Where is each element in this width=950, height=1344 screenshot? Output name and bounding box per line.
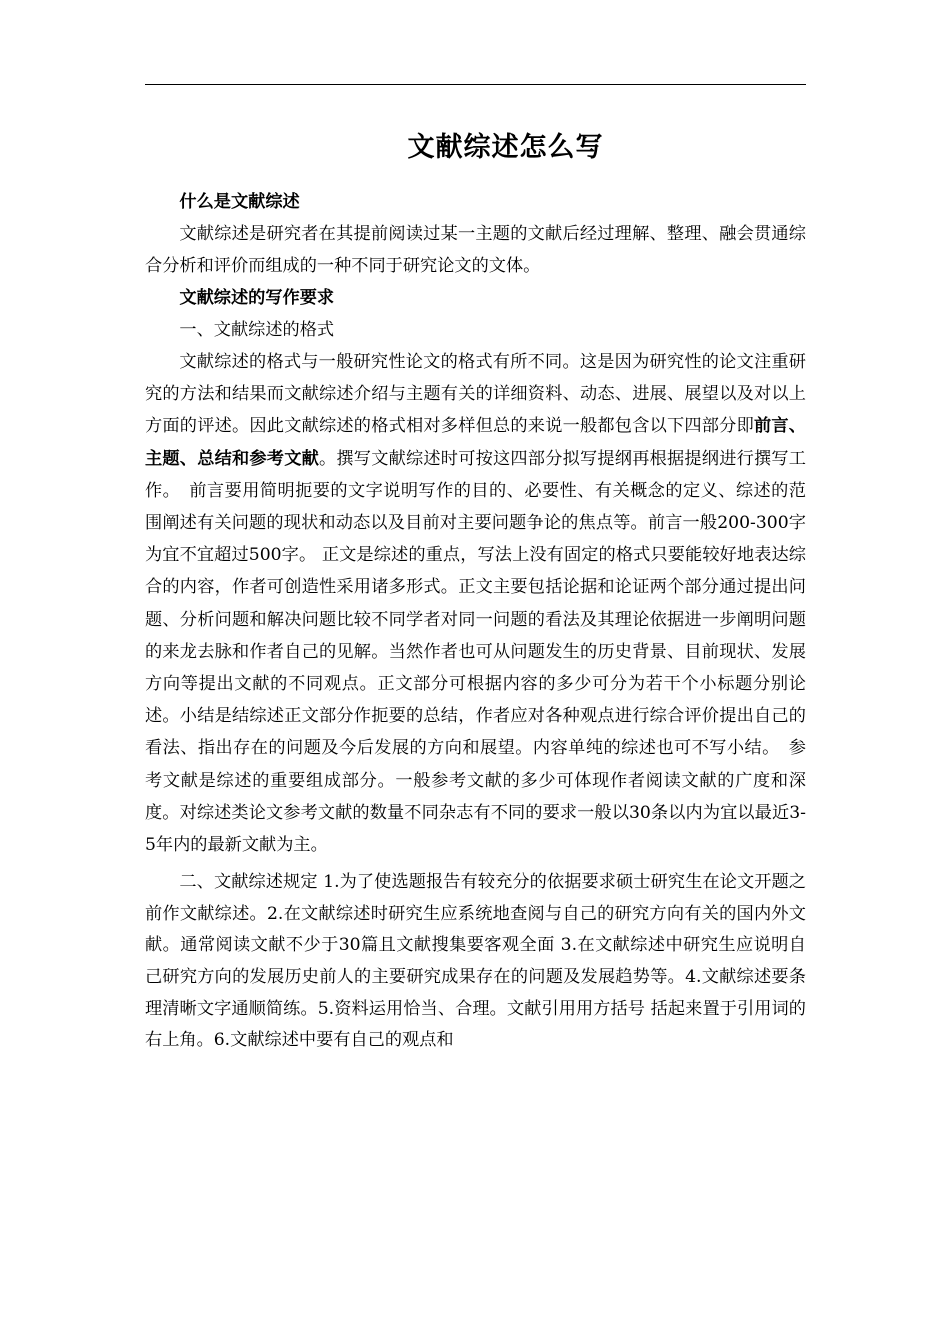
paragraph-what-is: 文献综述是研究者在其提前阅读过某一主题的文献后经过理解、整理、融会贯通综合分析和评价而组成的一种不同于研究论文的文体。 <box>145 224 806 276</box>
paragraph-rules: 二、文献综述规定 1.为了使选题报告有较充分的依据要求硕士研究生在论文开题之前作文献综述。2.在文献综述时研究生应系统地查阅与自己的研究方向有关的国内外文献。通常阅读文献不少于30篇且文献搜集要客观全面 3.在文献综述中研究生应说明自己研究方向的发展历史前人的主要研究成果存在的问题及发展趋势等。4.文献综述要条理清晰文字通顺简练。5.资料运用恰当、合理。文献引用用方括号 括起来置于引用词的右上角。6.文献综述中要有自己的观点和 <box>145 872 806 1051</box>
heading-what-is: 什么是文献综述 <box>179 192 300 212</box>
paragraph-format-bold: 前言、主题、总结和参考文献 <box>145 416 806 469</box>
document-title: 文献综述怎么写 <box>407 132 604 163</box>
document-body <box>145 186 806 1057</box>
subheading-format: 一、文献综述的格式 <box>179 320 335 340</box>
header-rule <box>145 84 806 85</box>
document-page <box>145 0 806 1344</box>
paragraph-format-part1: 文献综述的格式与一般研究性论文的格式有所不同。这是因为研究性的论文注重研究的方法和结果而文献综述介绍与主题有关的详细资料、动态、进展、展望以及对以上方面的评述。因此文献综述的格式相对多样但总的来说一般都包含以下四部分即 <box>145 352 806 437</box>
paragraph-format-part2: 。撰写文献综述时可按这四部分拟写提纲再根据提纲进行撰写工作。 前言要用简明扼要的文字说明写作的目的、必要性、有关概念的定义、综述的范围阐述有关问题的现状和动态以及目前对主要问题争论的焦点等。前言一般200-300字为宜不宜超过500字。 正文是综述的重点，写法上没有固定的格式只要能较好地表达综合的内容，作者可创造性采用诸多形式。正文主要包括论据和论证两个部分通过提出问题、分析问题和解决问题比较不同学者对同一问题的看法及其理论依据进一步阐明问题的来龙去脉和作者自己的见解。当然作者也可从问题发生的历史背景、目前现状、发展方向等提出文献的不同观点。正文部分可根据内容的多少可分为若干个小标题分别论述。小结是结综述正文部分作扼要的总结，作者应对各种观点进行综合评价提出自己的看法、指出存在的问题及今后发展的方向和展望。内容单纯的综述也可不写小结。 参考文献是综述的重要组成部分。一般参考文献的多少可体现作者阅读文献的广度和深度。对综述类论文参考文献的数量不同杂志有不同的要求一般以30条以内为宜以最近3-5年内的最新文献为主。 <box>145 448 806 856</box>
paragraph-format <box>145 346 806 861</box>
heading-requirements: 文献综述的写作要求 <box>179 288 335 308</box>
